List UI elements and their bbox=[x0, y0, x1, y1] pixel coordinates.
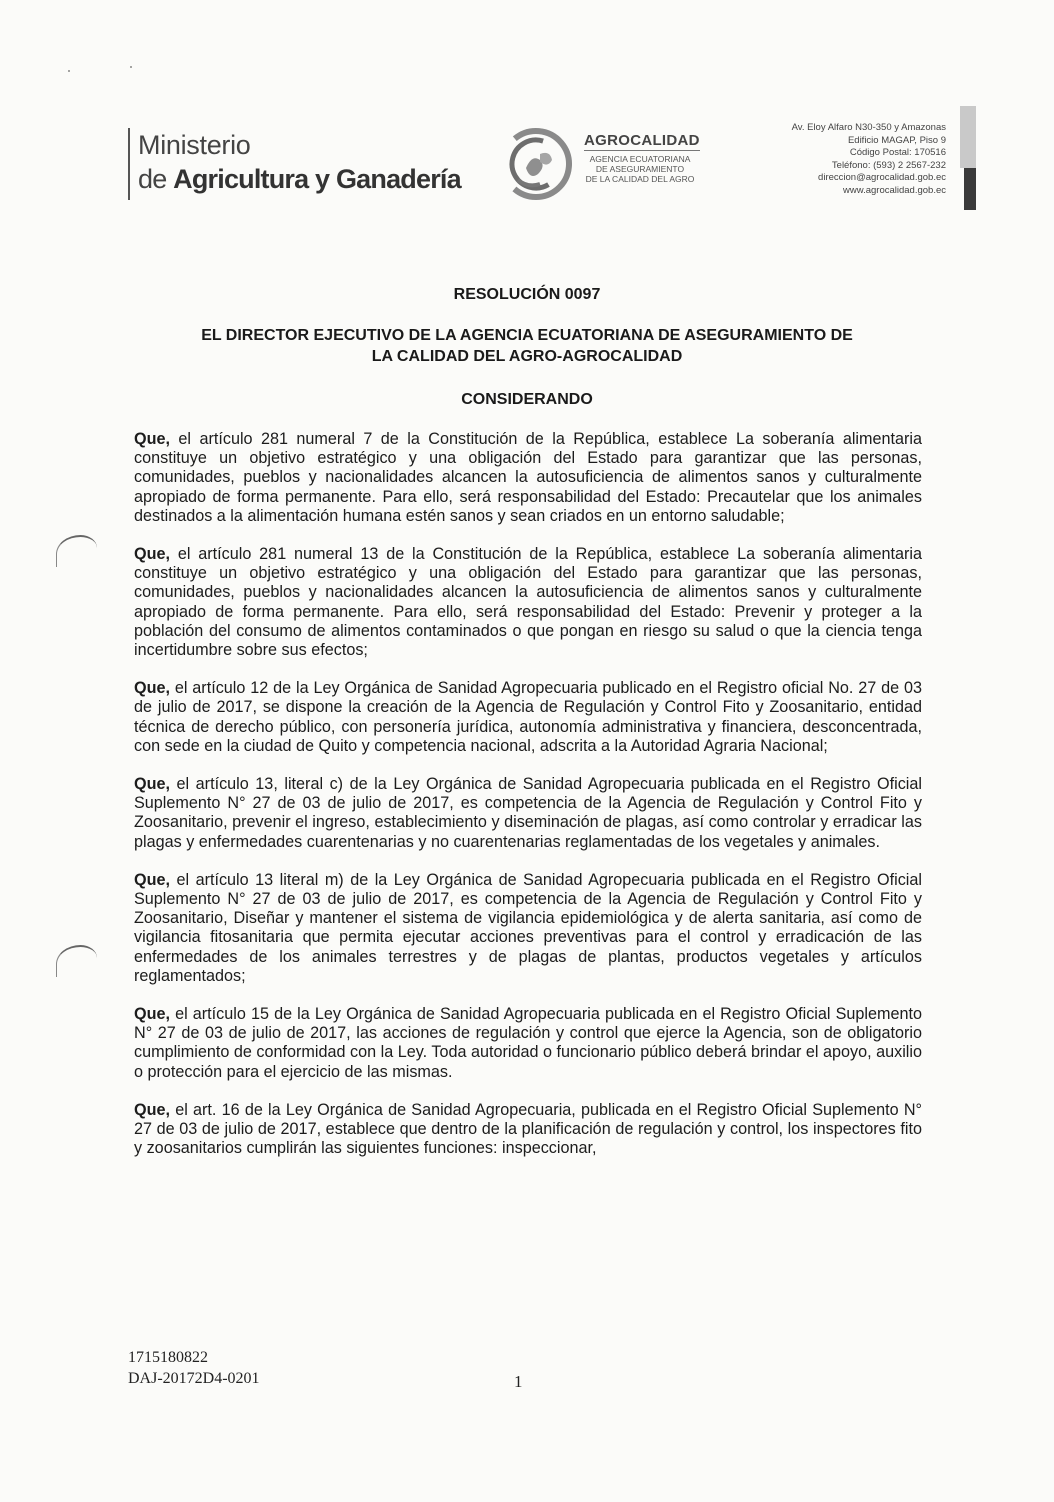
footer-code: 1715180822 bbox=[128, 1349, 208, 1366]
address-line: Edificio MAGAP, Piso 9 bbox=[847, 134, 946, 146]
page-number: 1 bbox=[514, 1372, 523, 1391]
punch-hole-mark bbox=[56, 945, 97, 977]
considering-paragraph: Que, el art. 16 de la Ley Orgánica de Sanidad Agropecuaria, publicada en el Registro Oficial Suplemento N° 27 de 03 de julio de 2017, establece que dentro de la planificación de regulación y control, los inspectores fito y zoosanitarios cumplirán las siguientes funciones: inspeccionar, bbox=[134, 1100, 922, 1158]
resolution-title: RESOLUCIÓN 0097 bbox=[453, 286, 601, 303]
address-website: www.agrocalidad.gob.ec bbox=[843, 184, 946, 196]
agrocalidad-emblem-icon bbox=[496, 124, 576, 204]
considering-paragraph: Que, el artículo 13, literal c) de la Ley Orgánica de Sanidad Agropecuaria publicada en el Registro Oficial Suplemento N° 27 de 03 de julio de 2017, es competencia de la Agencia de Regulación y Control Fito y Zoosanitario, prevenir el ingreso, establecimiento y diseminación de plagas, así como controlar y erradicar las plagas y enfermedades cuarentenarias y no cuarentenarias reglamentadas de los vegetales y animales. bbox=[134, 775, 922, 851]
considering-paragraph: Que, el artículo 12 de la Ley Orgánica de Sanidad Agropecuaria publicado en el Registro oficial No. 27 de 03 de julio de 2017, se dispone la creación de la Agencia de Regulación y Control Fito y Zoosanitario, entidad técnica de derecho público, con personería jurídica, autonomía administrativa y financiera, desconcentrada, con sede en la ciudad de Quito y competencia nacional, adscrita a la Autoridad Agraria Nacional; bbox=[134, 679, 922, 755]
contact-address bbox=[792, 122, 946, 197]
agrocalidad-logo bbox=[496, 124, 716, 204]
scan-speck bbox=[130, 66, 132, 68]
address-email: direccion@agrocalidad.gob.ec bbox=[818, 172, 946, 183]
ministry-line1: Ministerio bbox=[138, 130, 251, 160]
ministry-line2: de Agricultura y Ganadería bbox=[138, 164, 461, 194]
agrocalidad-subtitle: AGENCIA ECUATORIANA DE ASEGURAMIENTO DE LA CALIDAD DEL AGRO bbox=[585, 154, 695, 184]
considering-paragraph: Que, el artículo 281 numeral 7 de la Constitución de la República, establece La soberanía alimentaria constituye un objetivo estratégico y una obligación del Estado para garantizar que las personas, comunidades, pueblos y nacionalidades alcancen la autosuficiencia de alimentos sanos y culturalmente apropiado de forma permanente. Para ello, será responsabilidad del Estado: Precautelar que los animales destinados a la alimentación humana estén sanos y sean criados en un entorno saludable; bbox=[134, 430, 922, 525]
agrocalidad-logo-text bbox=[584, 132, 714, 184]
address-line: Av. Eloy Alfaro N30-350 y Amazonas bbox=[791, 122, 946, 133]
document-body bbox=[134, 430, 922, 1178]
address-line: Código Postal: 170516 bbox=[849, 147, 946, 158]
footer-code: DAJ-20172D4-0201 bbox=[128, 1370, 260, 1387]
director-heading: EL DIRECTOR EJECUTIVO DE LA AGENCIA ECUATORIANA DE ASEGURAMIENTO DE LA CALIDAD DEL AGRO-AGROCALIDAD bbox=[201, 327, 853, 365]
agrocalidad-name: AGROCALIDAD bbox=[584, 132, 700, 149]
punch-hole-mark bbox=[56, 535, 97, 567]
address-line: Teléfono: (593) 2 2567-232 bbox=[831, 159, 946, 171]
considering-paragraph: Que, el artículo 15 de la Ley Orgánica de Sanidad Agropecuaria publicada en el Registro Oficial Suplemento N° 27 de 03 de julio de 2017, las acciones de regulación y control que ejerce la Agencia, son de obligatorio cumplimiento de conformidad con la Ley. Toda autoridad o funcionario público deberá brindar el apoyo, auxilio o protección para el ejercicio de las mismas. bbox=[134, 1005, 922, 1081]
considering-paragraph: Que, el artículo 281 numeral 13 de la Constitución de la República, establece La soberanía alimentaria constituye un objetivo estratégico y una obligación del Estado para garantizar que las personas, comunidades, pueblos y nacionalidades alcancen la autosuficiencia de alimentos sanos y culturalmente apropiado de forma permanente. Para ello, será responsabilidad del Estado: Prevenir y proteger a la población del consumo de alimentos contaminados o que pongan en riesgo su salud o que la ciencia tenga incertidumbre sobre sus efectos; bbox=[134, 545, 922, 660]
considering-paragraph: Que, el artículo 13 literal m) de la Ley Orgánica de Sanidad Agropecuaria publicada en el Registro Oficial Suplemento N° 27 de 03 de julio de 2017, es competencia de la Agencia de Regulación y Control Fito y Zoosanitario, Diseñar y mantener el sistema de vigilancia epidemiológica y de alerta sanitaria, así como de vigilancia fitosanitaria que permita ejecutar acciones preventivas para el control y erradicación de las enfermedades de los animales terrestres y de plagas de plantas, productos vegetales y artículos reglamentados; bbox=[134, 870, 922, 985]
decorative-side-bar bbox=[956, 106, 978, 210]
document-footer-codes bbox=[128, 1347, 260, 1389]
considering-heading: CONSIDERANDO bbox=[461, 391, 593, 408]
scan-speck bbox=[68, 70, 70, 72]
ministry-logo bbox=[128, 128, 461, 200]
